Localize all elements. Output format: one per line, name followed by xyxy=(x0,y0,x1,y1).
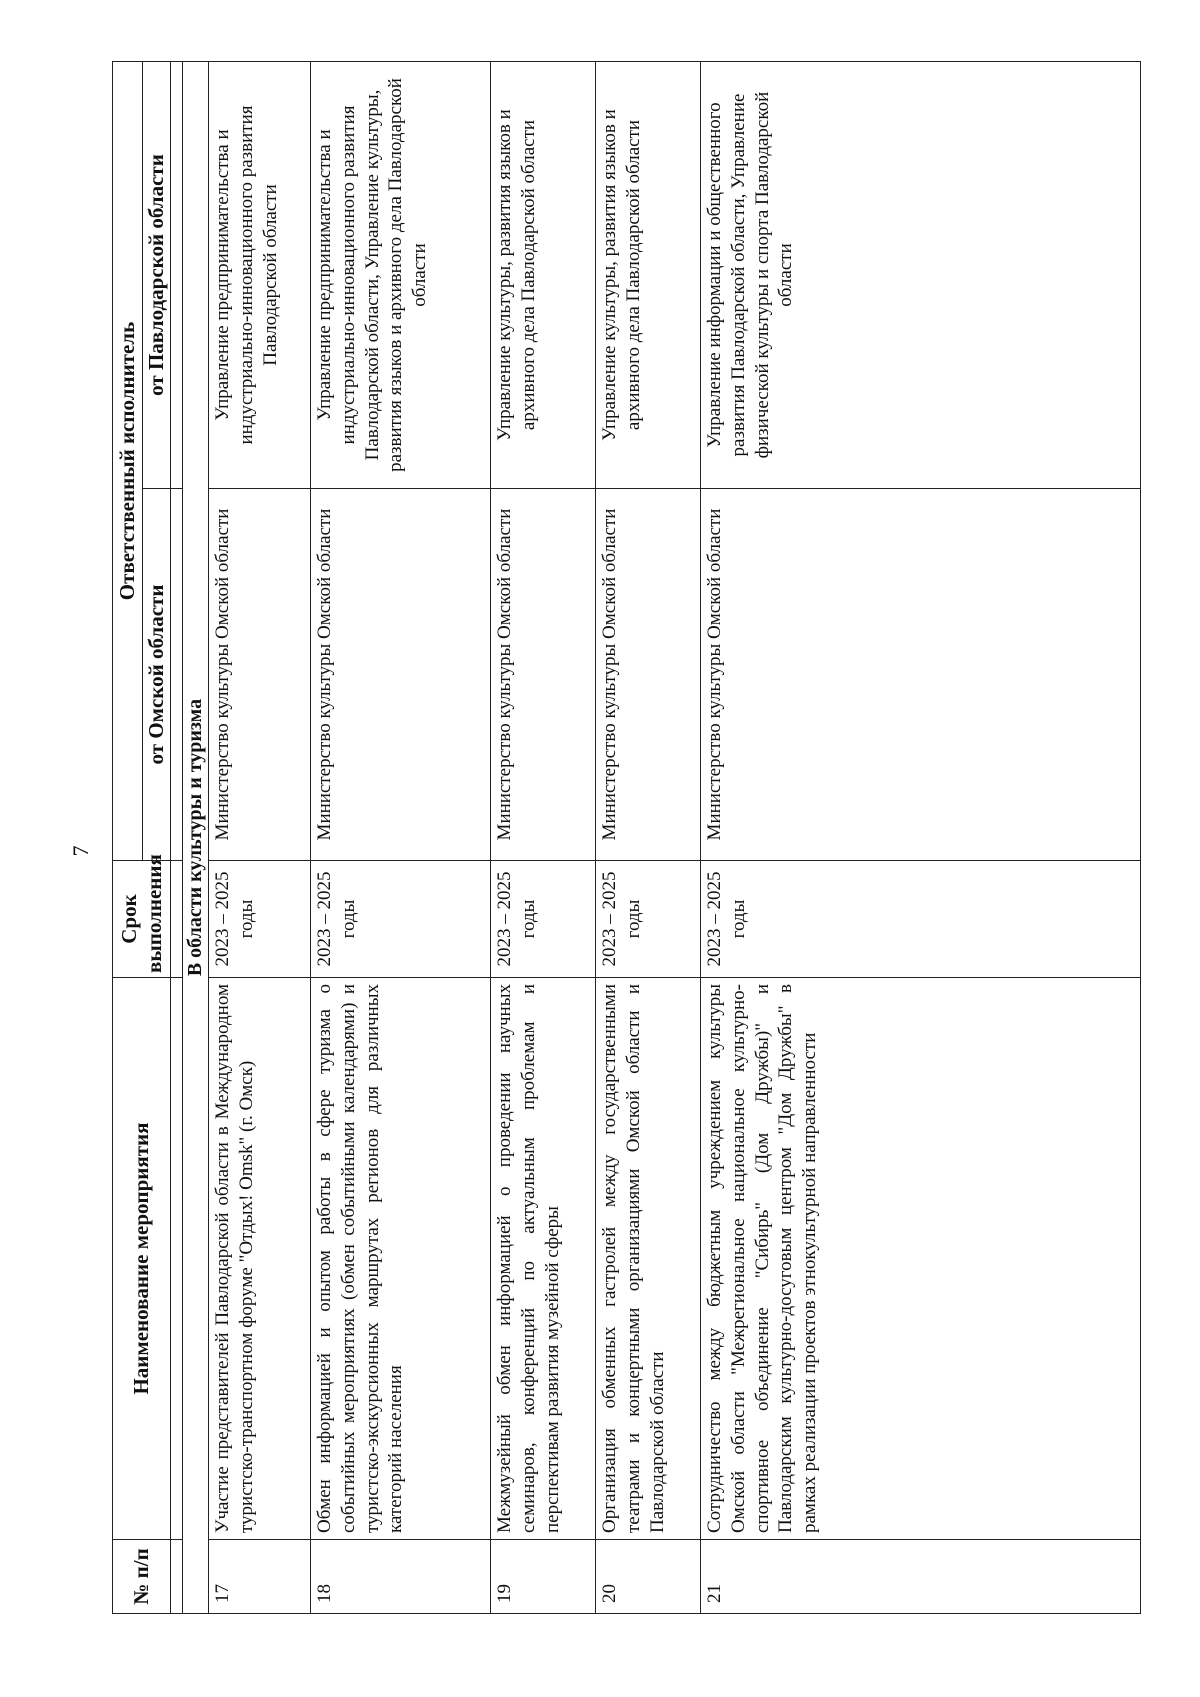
event-term: 2023 – 2025 годы xyxy=(209,861,311,978)
header-num: № п/п xyxy=(113,1540,171,1614)
event-name: Межмузейный обмен информацией о проведении научных семинаров, конференций по актуальным проблемам и перспективам развития музейной сферы xyxy=(491,978,596,1540)
row-number: 19 xyxy=(491,1540,596,1614)
omsk-executor: Министерство культуры Омской области xyxy=(596,489,701,861)
table-row xyxy=(311,62,491,1614)
row-number: 18 xyxy=(311,1540,491,1614)
omsk-executor: Министерство культуры Омской области xyxy=(491,489,596,861)
omsk-executor: Министерство культуры Омской области xyxy=(209,489,311,861)
row-number: 17 xyxy=(209,1540,311,1614)
pavlodar-executor: Управление предпринимательства и индустриально-инновационного развития Павлодарской области xyxy=(209,62,311,489)
pavlodar-executor: Управление информации и общественного развития Павлодарской области, Управление физической культуры и спорта Павлодарской области xyxy=(701,62,1141,489)
header-name: Наименование мероприятия xyxy=(113,978,171,1540)
event-name: Обмен информацией и опытом работы в сфере туризма о событийных мероприятиях (обмен событийными календарями) и туристско-экскурсионных маршрутах регионов для различных категорий населения xyxy=(311,978,491,1540)
event-term: 2023 – 2025 годы xyxy=(491,861,596,978)
row-number: 20 xyxy=(596,1540,701,1614)
header-row-1 xyxy=(113,62,143,1614)
pavlodar-executor: Управление культуры, развития языков и архивного дела Павлодарской области xyxy=(596,62,701,489)
event-name: Участие представителей Павлодарской области в Международном туристско-транспортном форуме "Отдых! Omsk" (г. Омск) xyxy=(209,978,311,1540)
event-name: Сотрудничество между бюджетным учреждением культуры Омской области "Межрегиональное национальное культурно-спортивное объединение "Сибирь" (Дом Дружбы)" и Павлодарским культурно-досуговым центром "Дом Дружбы" в рамках реализации проектов этнокультурной направленности xyxy=(701,978,1141,1540)
header-omsk: от Омской области xyxy=(143,489,171,861)
table-row xyxy=(491,62,596,1614)
pavlodar-executor: Управление культуры, развития языков и архивного дела Павлодарской области xyxy=(491,62,596,489)
table-row xyxy=(596,62,701,1614)
events-table xyxy=(112,61,1141,1614)
row-number: 21 xyxy=(701,1540,1141,1614)
event-term: 2023 – 2025 годы xyxy=(701,861,1141,978)
column-spacer-row xyxy=(171,62,183,1614)
omsk-executor: Министерство культуры Омской области xyxy=(701,489,1141,861)
header-responsible: Ответственный исполнитель xyxy=(113,62,143,861)
event-term: 2023 – 2025 годы xyxy=(311,861,491,978)
header-pavlodar: от Павлодарской области xyxy=(143,62,171,489)
section-title: В области культуры и туризма xyxy=(183,62,209,1614)
event-name: Организация обменных гастролей между государственными театрами и концертными организациями Омской области и Павлодарской области xyxy=(596,978,701,1540)
table-row xyxy=(209,62,311,1614)
omsk-executor: Министерство культуры Омской области xyxy=(311,489,491,861)
section-row xyxy=(183,62,209,1614)
event-term: 2023 – 2025 годы xyxy=(596,861,701,978)
page-number: 7 xyxy=(68,845,93,857)
rotated-page xyxy=(112,62,1136,1614)
pavlodar-executor: Управление предпринимательства и индустриально-инновационного развития Павлодарской области, Управление культуры, развития языков и архивного дела Павлодарской области xyxy=(311,62,491,489)
table-row xyxy=(701,62,1141,1614)
header-term: Срок выполнения xyxy=(113,861,171,978)
